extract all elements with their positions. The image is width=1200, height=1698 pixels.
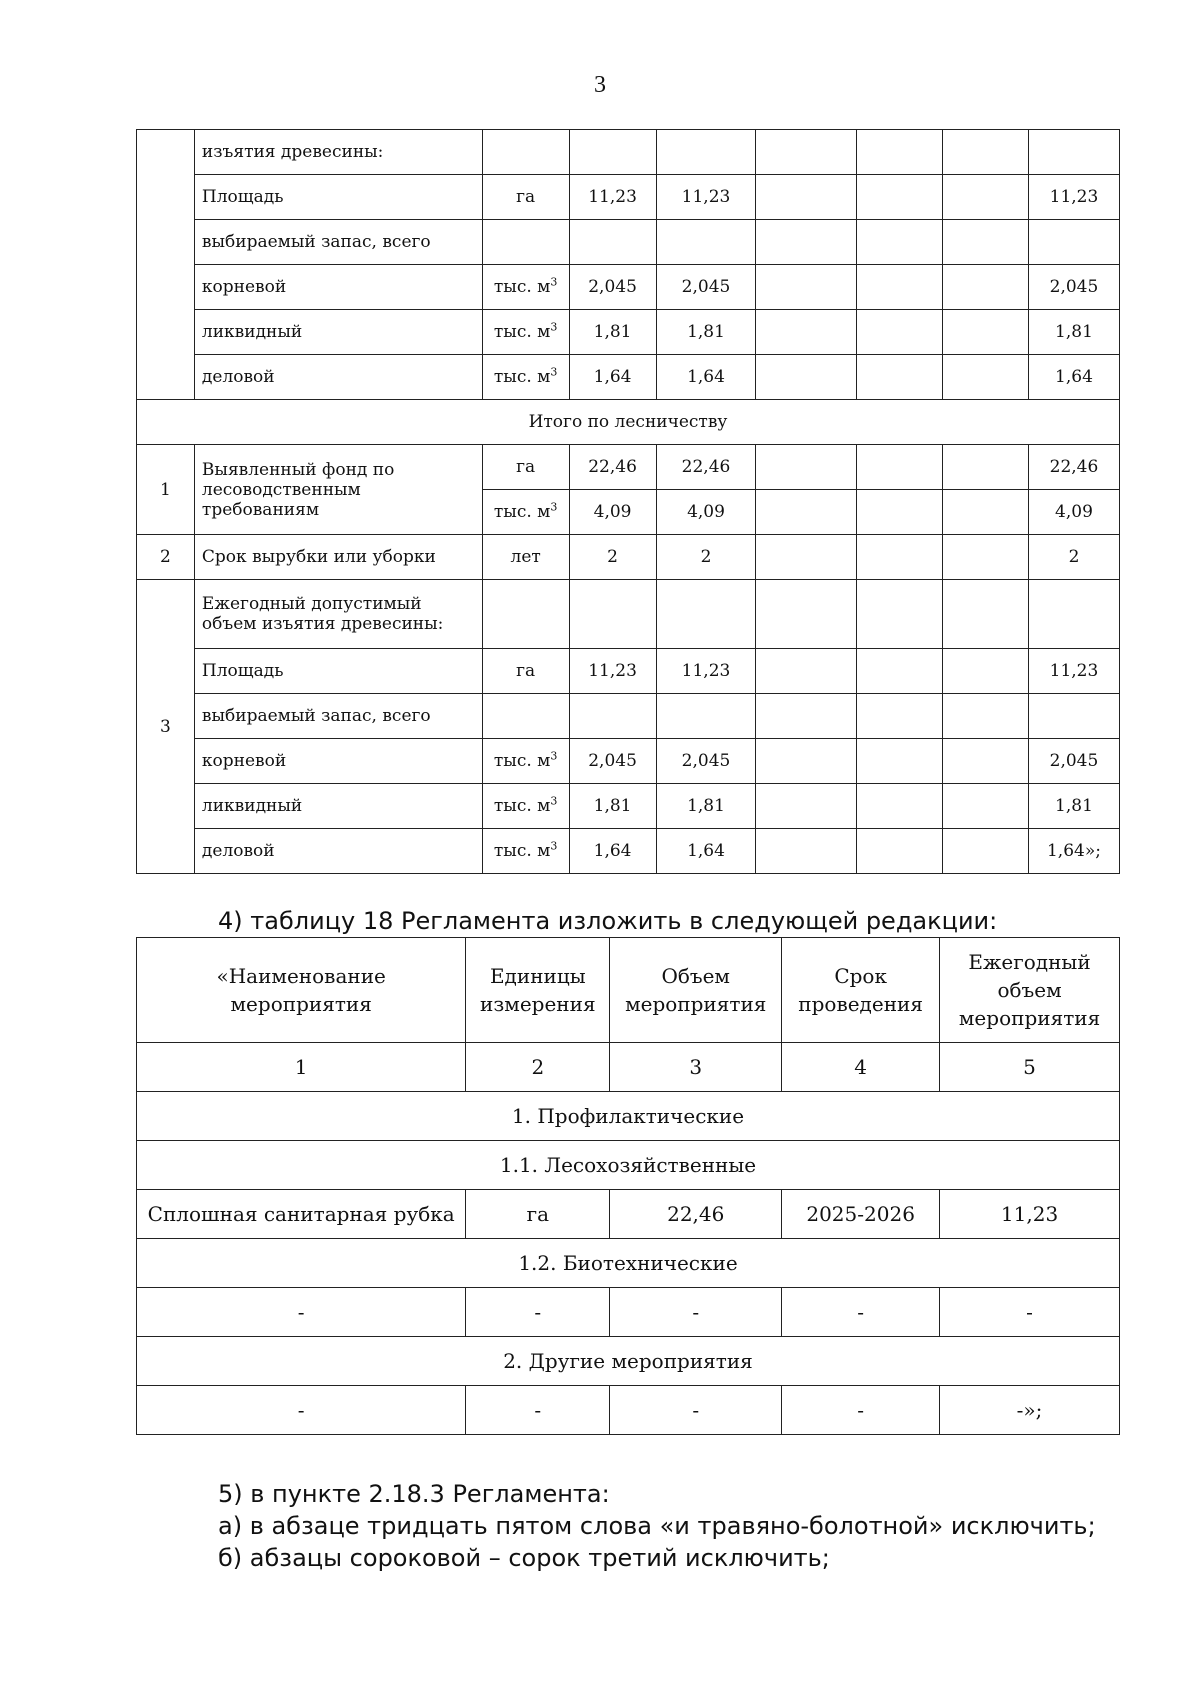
section-title bbox=[137, 400, 1120, 445]
header-row-cell bbox=[610, 938, 782, 1043]
indicator-name-text: корневой bbox=[201, 751, 287, 771]
value-cell bbox=[943, 739, 1029, 784]
indicator-name bbox=[194, 220, 482, 265]
unit-cell-text: тыс. м bbox=[493, 367, 551, 387]
table-row bbox=[137, 130, 1120, 175]
value-cell-text: 1,81 bbox=[687, 796, 725, 816]
value-cell bbox=[943, 535, 1029, 580]
header-row-cell-text: Ежегодный объем мероприятия bbox=[958, 950, 1101, 1030]
value-cell-text: 4,09 bbox=[593, 502, 632, 522]
value-cell-text: 2 bbox=[1068, 547, 1080, 567]
value-cell bbox=[1028, 265, 1119, 310]
value-cell bbox=[569, 355, 656, 400]
value-cell bbox=[656, 739, 756, 784]
value-cell bbox=[943, 445, 1029, 490]
table-row-cell-text: - bbox=[857, 1398, 865, 1422]
value-cell bbox=[943, 220, 1029, 265]
value-cell bbox=[857, 220, 943, 265]
table-row-cell bbox=[137, 1190, 466, 1239]
indicator-name-text: выбираемый запас, всего bbox=[201, 232, 431, 252]
value-cell bbox=[569, 784, 656, 829]
value-cell bbox=[857, 829, 943, 874]
table-row bbox=[137, 265, 1120, 310]
value-cell bbox=[756, 784, 857, 829]
unit-cell-text: тыс. м bbox=[493, 751, 551, 771]
unit-cell bbox=[482, 355, 569, 400]
header-row-cell-text: «Наименование мероприятия bbox=[216, 964, 386, 1016]
indicator-name-text: ликвидный bbox=[201, 322, 303, 342]
table-row-cell bbox=[137, 1386, 466, 1435]
value-cell bbox=[656, 649, 756, 694]
table-row-cell-text: - bbox=[857, 1300, 865, 1324]
value-cell bbox=[569, 580, 656, 649]
indicator-name-text: деловой bbox=[201, 841, 275, 861]
indicator-name bbox=[194, 535, 482, 580]
table-row-cell-text: -»; bbox=[1016, 1398, 1043, 1422]
indicator-name-text: Площадь bbox=[201, 661, 284, 681]
value-cell bbox=[857, 739, 943, 784]
section-title-text: Итого по лесничеству bbox=[528, 412, 728, 432]
value-cell bbox=[943, 784, 1029, 829]
unit-cell-text: га bbox=[516, 187, 536, 207]
value-cell bbox=[1028, 355, 1119, 400]
table-row bbox=[137, 829, 1120, 874]
header-row-cell bbox=[466, 938, 610, 1043]
value-cell bbox=[569, 694, 656, 739]
row-number-cell bbox=[137, 535, 195, 580]
table-row-cell bbox=[466, 1386, 610, 1435]
value-cell bbox=[756, 649, 857, 694]
value-cell-text: 22,46 bbox=[588, 457, 637, 477]
section-title bbox=[137, 1337, 1120, 1386]
value-cell bbox=[569, 220, 656, 265]
section-title bbox=[137, 1239, 1120, 1288]
table-row bbox=[137, 220, 1120, 265]
unit-cell bbox=[482, 130, 569, 175]
value-cell bbox=[569, 535, 656, 580]
section-title bbox=[137, 1141, 1120, 1190]
indicator-name-text: деловой bbox=[201, 367, 275, 387]
value-cell bbox=[857, 649, 943, 694]
table-row bbox=[137, 580, 1120, 649]
value-cell-text: 11,23 bbox=[681, 661, 731, 681]
value-cell bbox=[943, 694, 1029, 739]
unit-superscript: 3 bbox=[550, 749, 558, 763]
unit-cell bbox=[482, 265, 569, 310]
indicator-name bbox=[194, 580, 482, 649]
value-cell bbox=[656, 175, 756, 220]
value-cell bbox=[756, 580, 857, 649]
indicator-name bbox=[194, 445, 482, 535]
value-cell bbox=[656, 784, 756, 829]
paragraph-5: 5) в пункте 2.18.3 Регламента: bbox=[218, 1480, 610, 1508]
table-row-cell-text: 22,46 bbox=[667, 1202, 725, 1226]
section-title-text: 2. Другие мероприятия bbox=[503, 1349, 753, 1373]
column-number-row-cell bbox=[466, 1043, 610, 1092]
row-number-cell-text: 2 bbox=[160, 547, 171, 567]
section-title-text: 1.2. Биотехнические bbox=[518, 1251, 738, 1275]
value-cell bbox=[756, 535, 857, 580]
indicator-name bbox=[194, 649, 482, 694]
header-row-cell bbox=[940, 938, 1120, 1043]
unit-cell bbox=[482, 310, 569, 355]
value-cell bbox=[656, 220, 756, 265]
table-row-cell-text: - bbox=[297, 1300, 305, 1324]
value-cell bbox=[943, 310, 1029, 355]
table-row bbox=[137, 784, 1120, 829]
value-cell bbox=[1028, 580, 1119, 649]
column-number-row bbox=[137, 1043, 1120, 1092]
unit-superscript: 3 bbox=[550, 320, 558, 334]
table-row-cell bbox=[782, 1190, 940, 1239]
section-title bbox=[137, 1092, 1120, 1141]
unit-superscript: 3 bbox=[550, 839, 558, 853]
value-cell bbox=[569, 130, 656, 175]
section-row bbox=[137, 1239, 1120, 1288]
table-row-cell bbox=[137, 1288, 466, 1337]
unit-cell bbox=[482, 175, 569, 220]
unit-cell-text: тыс. м bbox=[493, 841, 551, 861]
unit-cell bbox=[482, 490, 569, 535]
value-cell bbox=[857, 265, 943, 310]
value-cell bbox=[756, 310, 857, 355]
table-row bbox=[137, 1386, 1120, 1435]
measures-table bbox=[136, 937, 1120, 1435]
value-cell bbox=[857, 310, 943, 355]
value-cell bbox=[569, 739, 656, 784]
unit-superscript: 3 bbox=[550, 365, 558, 379]
value-cell bbox=[1028, 220, 1119, 265]
unit-cell bbox=[482, 694, 569, 739]
value-cell bbox=[943, 829, 1029, 874]
table-row-cell bbox=[940, 1288, 1120, 1337]
row-number-cell-text: 3 bbox=[160, 716, 171, 737]
value-cell-text: 1,81 bbox=[687, 322, 725, 342]
section-title-text: 1. Профилактические bbox=[511, 1104, 745, 1128]
unit-cell bbox=[482, 445, 569, 490]
column-number-row-cell-text: 3 bbox=[689, 1055, 703, 1079]
value-cell bbox=[756, 490, 857, 535]
value-cell bbox=[857, 784, 943, 829]
value-cell bbox=[756, 130, 857, 175]
column-number-row-cell bbox=[782, 1043, 940, 1092]
unit-cell bbox=[482, 535, 569, 580]
indicator-name bbox=[194, 265, 482, 310]
column-number-row-cell-text: 1 bbox=[294, 1055, 308, 1079]
section-row bbox=[137, 1337, 1120, 1386]
value-cell-text: 1,81 bbox=[1055, 796, 1093, 816]
table-row bbox=[137, 1288, 1120, 1337]
row-number-cell bbox=[137, 580, 195, 874]
unit-cell bbox=[482, 739, 569, 784]
paragraph-4: 4) таблицу 18 Регламента изложить в следующей редакции: bbox=[218, 907, 998, 935]
indicator-name bbox=[194, 355, 482, 400]
indicator-name bbox=[194, 829, 482, 874]
value-cell bbox=[756, 739, 857, 784]
value-cell bbox=[656, 490, 756, 535]
table-row-cell bbox=[466, 1190, 610, 1239]
paragraph-5a: а) в абзаце тридцать пятом слова «и травяно-болотной» исключить; bbox=[218, 1512, 1096, 1540]
unit-superscript: 3 bbox=[550, 500, 558, 514]
header-row-cell bbox=[137, 938, 466, 1043]
column-number-row-cell-text: 4 bbox=[854, 1055, 867, 1079]
value-cell bbox=[1028, 535, 1119, 580]
section-row bbox=[137, 400, 1120, 445]
value-cell bbox=[756, 829, 857, 874]
table-row bbox=[137, 1190, 1120, 1239]
header-row-cell bbox=[782, 938, 940, 1043]
value-cell bbox=[656, 535, 756, 580]
indicator-name-text: корневой bbox=[201, 277, 287, 297]
value-cell bbox=[756, 265, 857, 310]
unit-cell bbox=[482, 829, 569, 874]
value-cell bbox=[756, 694, 857, 739]
value-cell-text: 2,045 bbox=[588, 277, 637, 297]
value-cell bbox=[1028, 694, 1119, 739]
table-row-cell-text: Сплошная санитарная рубка bbox=[147, 1202, 455, 1226]
section-title-text: 1.1. Лесохозяйственные bbox=[499, 1153, 757, 1177]
value-cell-text: 2 bbox=[607, 547, 618, 567]
indicator-name bbox=[194, 739, 482, 784]
row-number-cell bbox=[137, 130, 195, 400]
header-row bbox=[137, 938, 1120, 1043]
table-row bbox=[137, 310, 1120, 355]
table-row bbox=[137, 739, 1120, 784]
column-number-row-cell bbox=[610, 1043, 782, 1092]
column-number-row-cell bbox=[940, 1043, 1120, 1092]
table-row-cell bbox=[782, 1386, 940, 1435]
indicator-name bbox=[194, 130, 482, 175]
value-cell bbox=[943, 175, 1029, 220]
value-cell bbox=[756, 355, 857, 400]
value-cell bbox=[1028, 175, 1119, 220]
value-cell bbox=[1028, 739, 1119, 784]
indicator-name-text: изъятия древесины: bbox=[201, 142, 384, 162]
value-cell-text: 2,045 bbox=[681, 277, 731, 297]
value-cell bbox=[656, 580, 756, 649]
indicator-name bbox=[194, 175, 482, 220]
table-row-cell-text: 2025-2026 bbox=[806, 1202, 915, 1226]
unit-superscript: 3 bbox=[550, 794, 558, 808]
section-row bbox=[137, 1092, 1120, 1141]
table-row-cell-text: - bbox=[692, 1398, 700, 1422]
value-cell bbox=[756, 445, 857, 490]
value-cell bbox=[943, 649, 1029, 694]
value-cell-text: 2,045 bbox=[681, 751, 731, 771]
value-cell-text: 2 bbox=[700, 547, 712, 567]
page-number: 3 bbox=[594, 72, 606, 98]
table-row bbox=[137, 355, 1120, 400]
unit-cell-text: га bbox=[516, 457, 536, 477]
unit-cell bbox=[482, 220, 569, 265]
value-cell-text: 1,81 bbox=[593, 796, 632, 816]
value-cell-text: 1,81 bbox=[593, 322, 632, 342]
table-row bbox=[137, 535, 1120, 580]
value-cell bbox=[656, 265, 756, 310]
value-cell bbox=[857, 490, 943, 535]
value-cell-text: 11,23 bbox=[1049, 661, 1099, 681]
table-row-cell bbox=[782, 1288, 940, 1337]
value-cell bbox=[943, 130, 1029, 175]
row-number-cell-text: 1 bbox=[160, 479, 171, 500]
value-cell bbox=[1028, 445, 1119, 490]
unit-cell bbox=[482, 649, 569, 694]
value-cell bbox=[569, 265, 656, 310]
table-row bbox=[137, 694, 1120, 739]
indicator-name-text: Выявленный фонд по лесоводственным требованиям bbox=[201, 459, 395, 520]
value-cell-text: 11,23 bbox=[588, 661, 637, 681]
value-cell bbox=[857, 130, 943, 175]
table-row-cell bbox=[610, 1288, 782, 1337]
unit-cell bbox=[482, 784, 569, 829]
table-row bbox=[137, 445, 1120, 490]
value-cell bbox=[569, 490, 656, 535]
table-row-cell-text: га bbox=[526, 1202, 549, 1226]
table-row-cell-text: - bbox=[692, 1300, 700, 1324]
header-row-cell-text: Единицы измерения bbox=[480, 964, 596, 1016]
value-cell bbox=[569, 649, 656, 694]
value-cell bbox=[569, 310, 656, 355]
value-cell bbox=[1028, 310, 1119, 355]
indicator-name-text: Площадь bbox=[201, 187, 284, 207]
unit-cell-text: га bbox=[516, 661, 536, 681]
value-cell-text: 1,64 bbox=[1055, 367, 1093, 387]
value-cell bbox=[656, 355, 756, 400]
table-row-cell-text: 11,23 bbox=[1000, 1202, 1059, 1226]
value-cell bbox=[1028, 130, 1119, 175]
header-row-cell-text: Срок проведения bbox=[798, 964, 923, 1016]
unit-superscript: 3 bbox=[550, 275, 558, 289]
value-cell bbox=[857, 355, 943, 400]
table-row bbox=[137, 175, 1120, 220]
table-row-cell-text: - bbox=[534, 1398, 542, 1422]
value-cell bbox=[943, 490, 1029, 535]
value-cell bbox=[857, 694, 943, 739]
table-row-cell-text: - bbox=[297, 1398, 305, 1422]
value-cell-text: 4,09 bbox=[687, 502, 725, 522]
value-cell bbox=[857, 445, 943, 490]
value-cell bbox=[656, 310, 756, 355]
unit-cell bbox=[482, 580, 569, 649]
value-cell bbox=[943, 265, 1029, 310]
unit-cell-text: тыс. м bbox=[493, 277, 551, 297]
indicator-name bbox=[194, 310, 482, 355]
value-cell bbox=[1028, 649, 1119, 694]
value-cell bbox=[656, 130, 756, 175]
table-row-cell-text: - bbox=[534, 1300, 542, 1324]
indicator-name-text: Ежегодный допустимый объем изъятия древесины: bbox=[201, 594, 444, 634]
unit-cell-text: лет bbox=[510, 547, 541, 567]
value-cell bbox=[1028, 829, 1119, 874]
paragraph-5b: б) абзацы сороковой – сорок третий исключить; bbox=[218, 1544, 830, 1572]
forest-volume-table bbox=[136, 129, 1120, 874]
value-cell bbox=[857, 175, 943, 220]
indicator-name-text: выбираемый запас, всего bbox=[201, 706, 431, 726]
value-cell-text: 11,23 bbox=[588, 187, 637, 207]
value-cell bbox=[656, 829, 756, 874]
header-row-cell-text: Объем мероприятия bbox=[625, 964, 767, 1016]
value-cell-text: 2,045 bbox=[1049, 277, 1099, 297]
value-cell bbox=[569, 445, 656, 490]
value-cell bbox=[756, 175, 857, 220]
table-row-cell bbox=[610, 1190, 782, 1239]
column-number-row-cell-text: 5 bbox=[1023, 1055, 1036, 1079]
value-cell-text: 1,81 bbox=[1055, 322, 1093, 342]
table-row-cell bbox=[466, 1288, 610, 1337]
section-row bbox=[137, 1141, 1120, 1190]
value-cell bbox=[857, 535, 943, 580]
value-cell bbox=[943, 355, 1029, 400]
value-cell-text: 11,23 bbox=[681, 187, 731, 207]
table-row-cell bbox=[610, 1386, 782, 1435]
indicator-name bbox=[194, 694, 482, 739]
value-cell-text: 1,64 bbox=[687, 367, 725, 387]
value-cell-text: 1,64 bbox=[593, 367, 632, 387]
table-row-cell bbox=[940, 1386, 1120, 1435]
indicator-name bbox=[194, 784, 482, 829]
table-row bbox=[137, 649, 1120, 694]
value-cell bbox=[1028, 490, 1119, 535]
value-cell bbox=[656, 445, 756, 490]
unit-cell-text: тыс. м bbox=[493, 322, 551, 342]
value-cell-text: 11,23 bbox=[1049, 187, 1099, 207]
value-cell-text: 2,045 bbox=[588, 751, 637, 771]
row-number-cell bbox=[137, 445, 195, 535]
value-cell-text: 1,64 bbox=[687, 841, 725, 861]
unit-cell-text: тыс. м bbox=[493, 502, 551, 522]
indicator-name-text: Срок вырубки или уборки bbox=[201, 547, 436, 567]
value-cell bbox=[656, 694, 756, 739]
value-cell-text: 2,045 bbox=[1049, 751, 1099, 771]
value-cell bbox=[569, 829, 656, 874]
column-number-row-cell bbox=[137, 1043, 466, 1092]
value-cell bbox=[943, 580, 1029, 649]
value-cell bbox=[1028, 784, 1119, 829]
column-number-row-cell-text: 2 bbox=[531, 1055, 545, 1079]
table-row-cell-text: - bbox=[1026, 1300, 1033, 1324]
indicator-name-text: ликвидный bbox=[201, 796, 303, 816]
value-cell bbox=[756, 220, 857, 265]
value-cell bbox=[857, 580, 943, 649]
value-cell-text: 1,64»; bbox=[1046, 841, 1101, 861]
value-cell-text: 1,64 bbox=[593, 841, 632, 861]
value-cell-text: 22,46 bbox=[1049, 457, 1099, 477]
table-row-cell bbox=[940, 1190, 1120, 1239]
value-cell-text: 22,46 bbox=[681, 457, 731, 477]
value-cell-text: 4,09 bbox=[1055, 502, 1093, 522]
unit-cell-text: тыс. м bbox=[493, 796, 551, 816]
value-cell bbox=[569, 175, 656, 220]
